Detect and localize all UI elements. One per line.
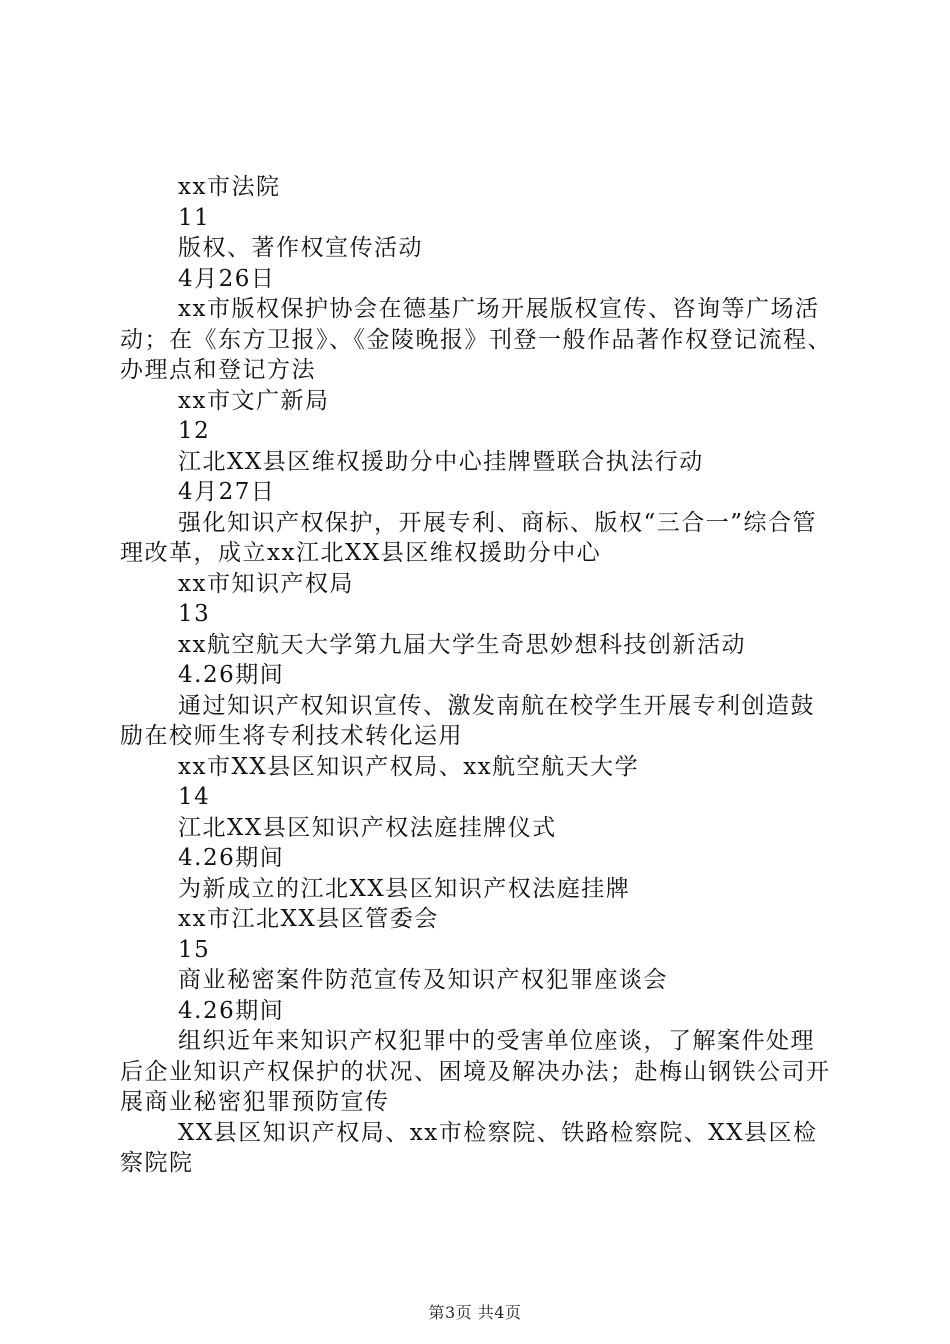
paragraph: 江北XX县区维权援助分中心挂牌暨联合执法行动 — [178, 448, 704, 475]
paragraph: 组织近年来知识产权犯罪中的受害单位座谈，了解案件处理后企业知识产权保护的状况、困境及解决办法；赴梅山钢铁公司开展商业秘密犯罪预防宣传 — [120, 1028, 831, 1115]
paragraph: 强化知识产权保护，开展专利、商标、版权“三合一”综合管理改革，成立xx江北XX县区维权援助分中心 — [120, 509, 818, 566]
paragraph: xx市知识产权局 — [178, 570, 354, 597]
paragraph: xx市文广新局 — [178, 387, 330, 414]
paragraph: 15 — [178, 936, 211, 963]
paragraph: 4.26期间 — [178, 845, 285, 871]
paragraph: 商业秘密案件防范宣传及知识产权犯罪座谈会 — [178, 967, 668, 993]
paragraph: 4.26期间 — [178, 997, 285, 1024]
page-footer: 第3页 共4页 — [428, 1303, 522, 1322]
paragraph: 版权、著作权宣传活动 — [178, 235, 423, 261]
paragraph: 江北XX县区知识产权法庭挂牌仪式 — [178, 814, 557, 841]
paragraph: xx市江北XX县区管委会 — [178, 906, 439, 932]
paragraph: 11 — [178, 204, 211, 231]
paragraph: 13 — [178, 601, 211, 627]
paragraph: 为新成立的江北XX县区知识产权法庭挂牌 — [178, 875, 631, 902]
paragraph: 4月27日 — [178, 479, 276, 505]
paragraph: xx航空航天大学第九届大学生奇思妙想科技创新活动 — [178, 631, 746, 658]
paragraph: 4.26期间 — [178, 662, 285, 688]
paragraph: 4月26日 — [178, 265, 276, 292]
paragraph: 通过知识产权知识宣传、激发南航在校学生开展专利创造鼓励在校师生将专利技术转化运用 — [120, 692, 815, 749]
paragraph: 12 — [178, 418, 211, 444]
paragraph: 14 — [178, 784, 211, 810]
paragraph: xx市版权保护协会在德基广场开展版权宣传、咨询等广场活动；在《东方卫报》、《金陵晚报》刊登一般作品著作权登记流程、办理点和登记方法 — [120, 296, 832, 383]
document-body — [0, 172, 950, 1179]
paragraph: xx市法院 — [178, 174, 281, 200]
paragraph: XX县区知识产权局、xx市检察院、铁路检察院、XX县区检察院院 — [120, 1119, 818, 1176]
paragraph: xx市XX县区知识产权局、xx航空航天大学 — [178, 753, 640, 780]
